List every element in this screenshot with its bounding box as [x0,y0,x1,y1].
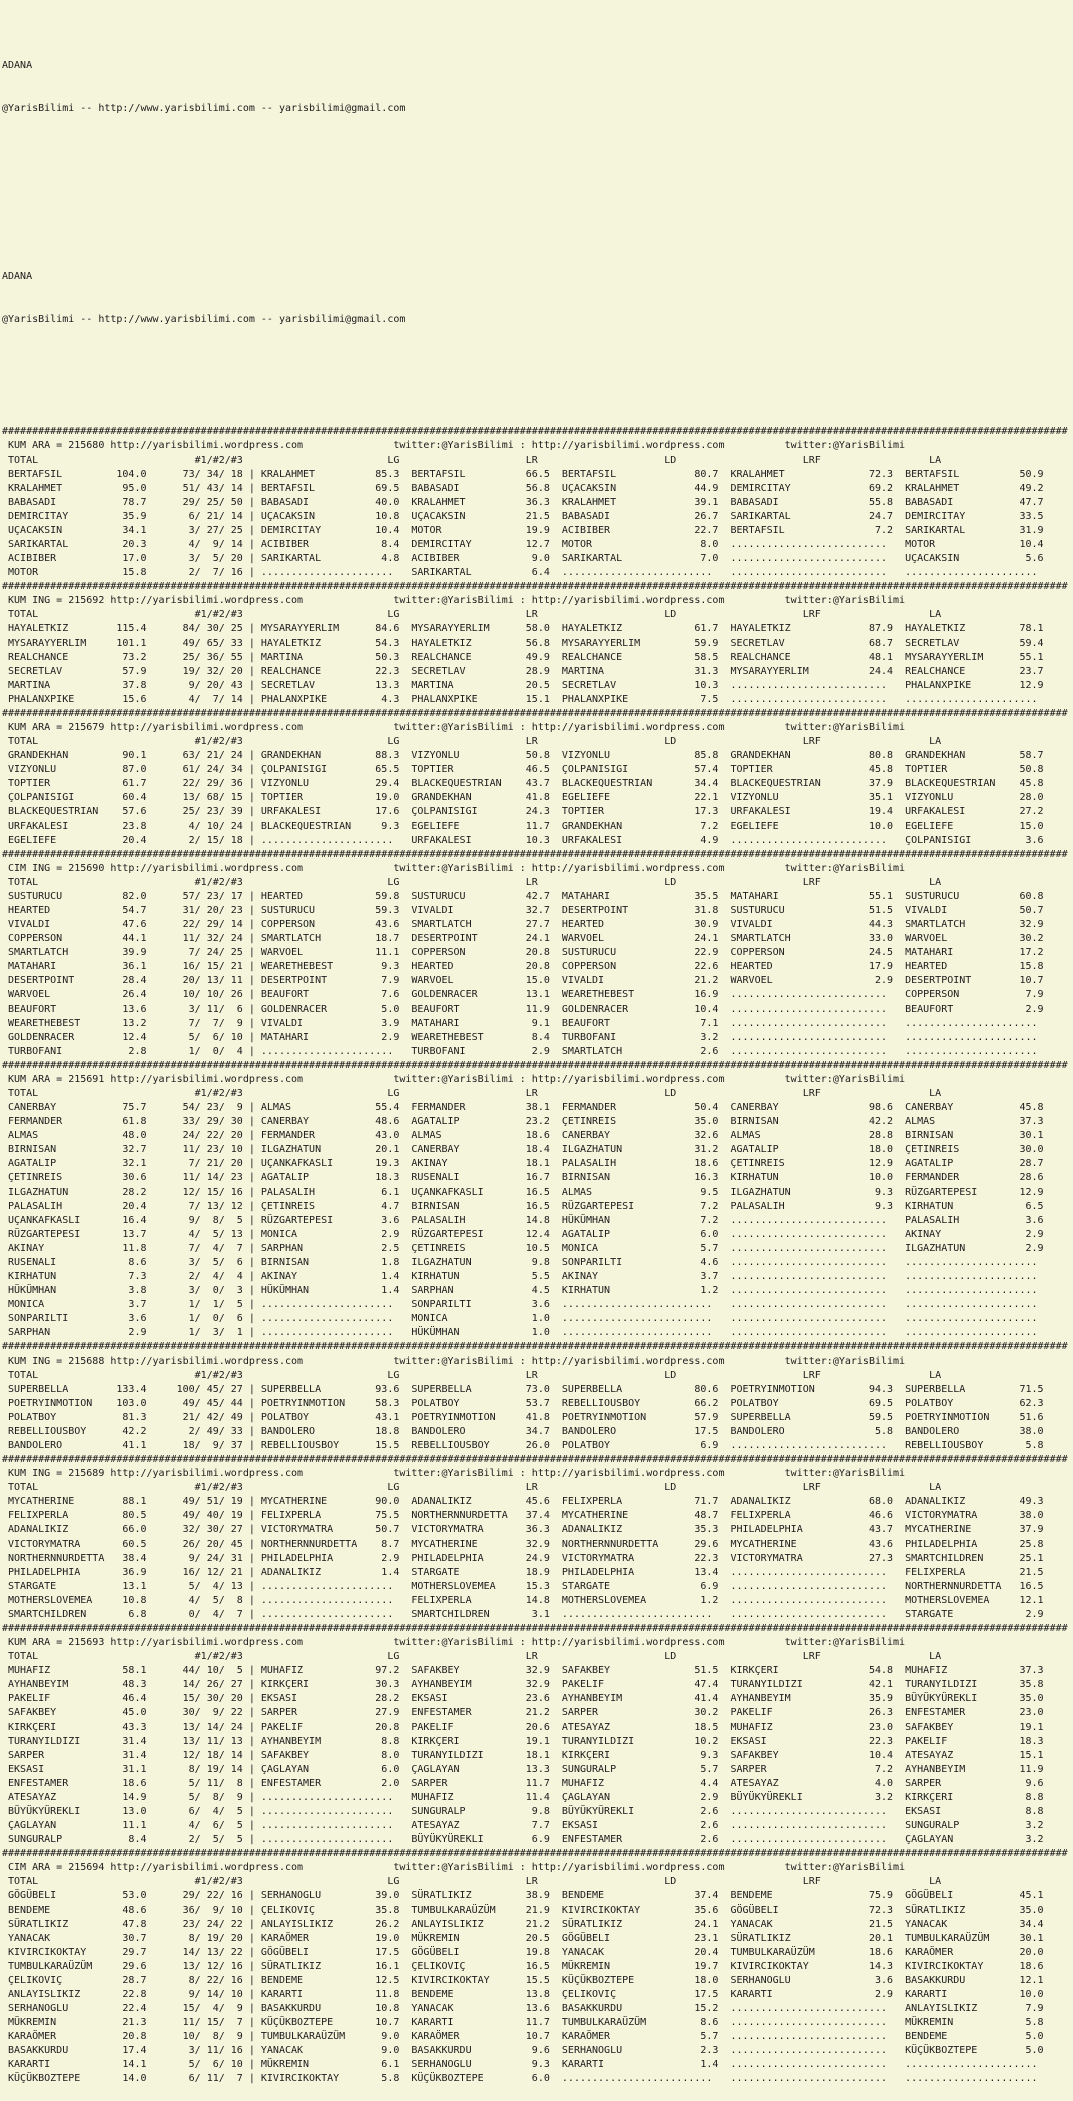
table-row: POLATBOY 81.3 21/ 42/ 49 | POLATBOY 43.1 POETRYINMOTION 41.8 POETRYINMOTION 57.9 SUPERBELLA 59.5 POETRYINMOTION 51.6 [2,1411,1044,1423]
table-row: AYHANBEYIM 48.3 14/ 26/ 27 | KIRKÇERI 30.3 AYHANBEYIM 32.9 PAKELIF 47.4 TURANYILDIZI 42.1 TURANYILDIZI 35.8 [2,1679,1044,1691]
table-row: SONPARILTI 3.6 1/ 0/ 6 | ...................... MONICA 1.0 ......................... .......................... ...................... [2,1313,1044,1325]
table-row: MONICA 3.7 1/ 1/ 5 | ...................... SONPARILTI 3.6 ......................... .......................... ...................... [2,1299,1044,1311]
table-row: MYCATHERINE 88.1 49/ 51/ 19 | MYCATHERINE 90.0 ADANALIKIZ 45.6 FELIXPERLA 71.7 ADANALIKIZ 68.0 ADANALIKIZ 49.3 [2,1496,1044,1508]
table-row: NORTHERNNURDETTA 38.4 9/ 24/ 31 | PHILADELPHIA 2.9 PHILADELPHIA 24.9 VICTORYMATRA 22.3 VICTORYMATRA 27.3 SMARTCHILDREN 25.1 [2,1552,1044,1564]
separator-line: ################################################################################################################################################################################# [2,426,1068,438]
section-title: KUM ARA = 215691 http://yarisbilimi.wordpress.com twitter:@YarisBilimi : http://yarisbilimi.wordpress.com twitter:@YarisBilimi [2,1073,906,1085]
table-row: ACIBIBER 17.0 3/ 5/ 20 | SARIKARTAL 4.8 ACIBIBER 9.0 SARIKARTAL 7.0 .......................... UÇACAKSIN 5.6 [2,553,1044,565]
section-title: KUM ARA = 215679 http://yarisbilimi.wordpress.com twitter:@YarisBilimi : http://yarisbilimi.wordpress.com twitter:@YarisBilimi [2,721,906,733]
separator-line: ################################################################################################################################################################################# [2,1622,1068,1634]
table-row: GOLDENRACER 12.4 5/ 6/ 10 | MATAHARI 2.9 WEARETHEBEST 8.4 TURBOFANI 3.2 .......................... ...................... [2,1031,1044,1043]
table-row: ALMAS 48.0 24/ 22/ 20 | FERMANDER 43.0 ALMAS 18.6 CANERBAY 32.6 ALMAS 28.8 BIRNISAN 30.1 [2,1130,1044,1142]
section [2,1622,1073,1847]
table-row: SÜRATLIKIZ 47.8 23/ 24/ 22 | ANLAYISLIKIZ 26.2 ANLAYISLIKIZ 21.2 SÜRATLIKIZ 24.1 YANACAK 21.5 YANACAK 34.4 [2,1918,1044,1930]
table-row: BENDEME 48.6 36/ 9/ 10 | ÇELIKOVIÇ 35.8 TUMBULKARAÜZÜM 21.9 KIVIRCIKOKTAY 35.6 GÖGÜBELI 72.3 SÜRATLIKIZ 35.0 [2,1904,1044,1916]
table-row: MÜKREMIN 21.3 11/ 15/ 7 | KÜÇÜKBOZTEPE 10.7 KARARTI 11.7 TUMBULKARAÜZÜM 8.6 .......................... MÜKREMIN 5.8 [2,2017,1044,2029]
table-row: HAYALETKIZ 115.4 84/ 30/ 25 | MYSARAYYERLIM 84.6 MYSARAYYERLIM 58.0 HAYALETKIZ 61.7 HAYALETKIZ 87.9 HAYALETKIZ 78.1 [2,623,1044,635]
table-row: HÜKÜMHAN 3.8 3/ 0/ 3 | HÜKÜMHAN 1.4 SARPHAN 4.5 KIRHATUN 1.2 .......................... ...................... [2,1285,1044,1297]
section-title: CIM ING = 215690 http://yarisbilimi.wordpress.com twitter:@YarisBilimi : http://yarisbilimi.wordpress.com twitter:@YarisBilimi [2,862,906,874]
table-row: PALASALIH 20.4 7/ 13/ 12 | ÇETINREIS 4.7 BIRNISAN 16.5 RÜZGARTEPESI 7.2 PALASALIH 9.3 KIRHATUN 6.5 [2,1200,1044,1212]
table-row: EGELIEFE 20.4 2/ 15/ 18 | ...................... URFAKALESI 10.3 URFAKALESI 4.9 .......................... ÇOLPANISIGI 3.6 [2,834,1044,846]
section [2,1453,1073,1622]
table-row: REBELLIOUSBOY 42.2 2/ 49/ 33 | BANDOLERO 18.8 BANDOLERO 34.7 BANDOLERO 17.5 BANDOLERO 5.8 BANDOLERO 38.0 [2,1425,1044,1437]
table-row: ILGAZHATUN 28.2 12/ 15/ 16 | PALASALIH 6.1 UÇANKAFKASLI 16.5 ALMAS 9.5 ILGAZHATUN 9.3 RÜZGARTEPESI 12.9 [2,1186,1044,1198]
table-row: URFAKALESI 23.8 4/ 10/ 24 | BLACKEQUESTRIAN 9.3 EGELIEFE 11.7 GRANDEKHAN 7.2 EGELIEFE 10.0 EGELIEFE 15.0 [2,820,1044,832]
contact-line: @YarisBilimi -- http://www.yarisbilimi.com -- yarisbilimi@gmail.com [2,313,406,325]
table-row: BABASADI 78.7 29/ 25/ 50 | BABASADI 40.0 KRALAHMET 36.3 KRALAHMET 39.1 BABASADI 55.8 BABASADI 47.7 [2,496,1044,508]
table-row: SUNGURALP 8.4 2/ 5/ 5 | ...................... BÜYÜKYÜREKLI 6.9 ENFESTAMER 2.6 .......................... ÇAGLAYAN 3.2 [2,1834,1044,1846]
table-row: SMARTCHILDREN 6.8 0/ 4/ 7 | ...................... SMARTCHILDREN 3.1 ......................... .......................... STARGATE 2.9 [2,1608,1044,1620]
table-row: KRALAHMET 95.0 51/ 43/ 14 | BERTAFSIL 69.5 BABASADI 56.8 UÇACAKSIN 44.9 DEMIRCITAY 69.2 KRALAHMET 49.2 [2,482,1044,494]
table-row: COPPERSON 44.1 11/ 32/ 24 | SMARTLATCH 18.7 DESERTPOINT 24.1 WARVOEL 24.1 SMARTLATCH 33.0 WARVOEL 30.2 [2,933,1044,945]
table-row: HEARTED 54.7 31/ 20/ 23 | SUSTURUCU 59.3 VIVALDI 32.7 DESERTPOINT 31.8 SUSTURUCU 51.5 VIVALDI 50.7 [2,905,1044,916]
table-row: FELIXPERLA 80.5 49/ 40/ 19 | FELIXPERLA 75.5 NORTHERNNURDETTA 37.4 MYCATHERINE 48.7 FELIXPERLA 46.6 VICTORYMATRA 38.0 [2,1510,1044,1522]
table-row: BANDOLERO 41.1 18/ 9/ 37 | REBELLIOUSBOY 15.5 REBELLIOUSBOY 26.0 POLATBOY 6.9 .......................... REBELLIOUSBOY 5.8 [2,1439,1044,1451]
table-row: STARGATE 13.1 5/ 4/ 13 | ...................... MOTHERSLOVEMEA 15.3 STARGATE 6.9 .......................... NORTHERNNURDETTA 16.5 [2,1580,1044,1592]
section [2,1059,1073,1341]
blank-line [2,144,1073,158]
contact-line: @YarisBilimi -- http://www.yarisbilimi.com -- yarisbilimi@gmail.com [2,102,406,114]
separator-line: ################################################################################################################################################################################# [2,1341,1068,1353]
table-row: PHILADELPHIA 36.9 16/ 12/ 21 | ADANALIKIZ 1.4 STARGATE 18.9 PHILADELPHIA 13.4 .......................... FELIXPERLA 21.5 [2,1566,1044,1578]
table-row: MOTHERSLOVEMEA 10.8 4/ 5/ 8 | ...................... FELIXPERLA 14.8 MOTHERSLOVEMEA 1.2 .......................... MOTHERSLOVEMEA 12.1 [2,1594,1044,1606]
table-row: BEAUFORT 13.6 3/ 11/ 6 | GOLDENRACER 5.0 BEAUFORT 11.9 GOLDENRACER 10.4 .......................... BEAUFORT 2.9 [2,1003,1044,1015]
section-title: KUM ARA = 215693 http://yarisbilimi.wordpress.com twitter:@YarisBilimi : http://yarisbilimi.wordpress.com twitter:@YarisBilimi [2,1637,906,1649]
table-row: KIVIRCIKOKTAY 29.7 14/ 13/ 22 | GÖGÜBELI 17.5 GÖGÜBELI 19.8 YANACAK 20.4 TUMBULKARAÜZÜM 18.6 KARAÖMER 20.0 [2,1946,1044,1958]
table-row: CANERBAY 75.7 54/ 23/ 9 | ALMAS 55.4 FERMANDER 38.1 FERMANDER 50.4 CANERBAY 98.6 CANERBAY 45.8 [2,1102,1044,1114]
separator-line: ################################################################################################################################################################################# [2,1059,1068,1071]
table-row: RUSENALI 8.6 3/ 5/ 6 | BIRNISAN 1.8 ILGAZHATUN 9.8 SONPARILTI 4.6 .......................... ...................... [2,1256,1044,1268]
column-header: TOTAL #1/#2/#3 LG LR LD LRF LA [2,736,942,748]
table-row: REALCHANCE 73.2 25/ 36/ 55 | MARTINA 50.3 REALCHANCE 49.9 REALCHANCE 58.5 REALCHANCE 48.1 MYSARAYYERLIM 55.1 [2,651,1044,663]
table-row: VIVALDI 47.6 22/ 29/ 14 | COPPERSON 43.6 SMARTLATCH 27.7 HEARTED 30.9 VIVALDI 44.3 SMARTLATCH 32.9 [2,919,1044,931]
section [2,707,1073,848]
table-row: MUHAFIZ 58.1 44/ 10/ 5 | MUHAFIZ 97.2 SAFAKBEY 32.9 SAFAKBEY 51.5 KIRKÇERI 54.8 MUHAFIZ 37.3 [2,1665,1044,1677]
table-row: GRANDEKHAN 90.1 63/ 21/ 24 | GRANDEKHAN 88.3 VIZYONLU 50.8 VIZYONLU 85.8 GRANDEKHAN 80.8 GRANDEKHAN 58.7 [2,750,1044,762]
table-row: MOTOR 15.8 2/ 7/ 16 | ...................... SARIKARTAL 6.4 ......................... .......................... ...................... [2,567,1044,579]
table-row: KÜÇÜKBOZTEPE 14.0 6/ 11/ 7 | KIVIRCIKOKTAY 5.8 KÜÇÜKBOZTEPE 6.0 ......................... .......................... ...................... [2,2073,1044,2085]
column-header: TOTAL #1/#2/#3 LG LR LD LRF LA [2,1369,942,1381]
column-header: TOTAL #1/#2/#3 LG LR LD LRF LA [2,1651,942,1663]
table-row: SMARTLATCH 39.9 7/ 24/ 25 | WARVOEL 11.1 COPPERSON 20.8 SUSTURUCU 22.9 COPPERSON 24.5 MATAHARI 17.2 [2,947,1044,959]
table-row: SARPER 31.4 12/ 18/ 14 | SAFAKBEY 8.0 TURANYILDIZI 18.1 KIRKÇERI 9.3 SAFAKBEY 10.4 ATESAYAZ 15.1 [2,1749,1044,1761]
sections-container [2,425,1073,2086]
separator-line: ################################################################################################################################################################################# [2,1848,1068,1860]
section [2,1340,1073,1453]
table-row: PAKELIF 46.4 15/ 30/ 20 | EKSASI 28.2 EKSASI 23.6 AYHANBEYIM 41.4 AYHANBEYIM 35.9 BÜYÜKYÜREKLI 35.0 [2,1693,1044,1705]
table-row: GÖGÜBELI 53.0 29/ 22/ 16 | SERHANOGLU 39.0 SÜRATLIKIZ 38.9 BENDEME 37.4 BENDEME 75.9 GÖGÜBELI 45.1 [2,1890,1044,1902]
table-row: YANACAK 30.7 8/ 19/ 20 | KARAÖMER 19.0 MÜKREMIN 20.5 GÖGÜBELI 23.1 SÜRATLIKIZ 20.1 TUMBULKARAÜZÜM 30.1 [2,1932,1044,1944]
table-row: BLACKEQUESTRIAN 57.6 25/ 23/ 39 | URFAKALESI 17.6 ÇOLPANISIGI 24.3 TOPTIER 17.3 URFAKALESI 19.4 URFAKALESI 27.2 [2,806,1044,818]
table-row: KIRHATUN 7.3 2/ 4/ 4 | AKINAY 1.4 KIRHATUN 5.5 AKINAY 3.7 .......................... ...................... [2,1271,1044,1283]
blank-line [2,186,1073,200]
section-title: KUM ING = 215692 http://yarisbilimi.wordpress.com twitter:@YarisBilimi : http://yarisbilimi.wordpress.com twitter:@YarisBilimi [2,595,906,607]
table-row: ADANALIKIZ 66.0 32/ 30/ 27 | VICTORYMATRA 50.7 VICTORYMATRA 36.3 ADANALIKIZ 35.3 PHILADELPHIA 43.7 MYCATHERINE 37.9 [2,1524,1044,1536]
table-row: AGATALIP 32.1 7/ 21/ 20 | UÇANKAFKASLI 19.3 AKINAY 18.1 PALASALIH 18.6 ÇETINREIS 12.9 AGATALIP 28.7 [2,1158,1044,1170]
column-header: TOTAL #1/#2/#3 LG LR LD LRF LA [2,1482,942,1494]
table-row: ATESAYAZ 14.9 5/ 8/ 9 | ...................... MUHAFIZ 11.4 ÇAGLAYAN 2.9 BÜYÜKYÜREKLI 3.2 KIRKÇERI 8.8 [2,1791,1044,1803]
table-row: ÇOLPANISIGI 60.4 13/ 68/ 15 | TOPTIER 19.0 GRANDEKHAN 41.8 EGELIEFE 22.1 VIZYONLU 35.1 VIZYONLU 28.0 [2,792,1044,804]
table-row: ENFESTAMER 18.6 5/ 11/ 8 | ENFESTAMER 2.0 SARPER 11.7 MUHAFIZ 4.4 ATESAYAZ 4.0 SARPER 9.6 [2,1777,1044,1789]
table-row: RÜZGARTEPESI 13.7 4/ 5/ 13 | MONICA 2.9 RÜZGARTEPESI 12.4 AGATALIP 6.0 .......................... AKINAY 2.9 [2,1228,1044,1240]
table-row: TUMBULKARAÜZÜM 29.6 13/ 12/ 16 | SÜRATLIKIZ 16.1 ÇELIKOVIÇ 16.5 MÜKREMIN 19.7 KIVIRCIKOKTAY 14.3 KIVIRCIKOKTAY 18.6 [2,1960,1044,1972]
separator-line: ################################################################################################################################################################################# [2,581,1068,593]
doc-header [2,31,1073,397]
blank-line [2,355,1073,369]
table-row: SUSTURUCU 82.0 57/ 23/ 17 | HEARTED 59.8 SUSTURUCU 42.7 MATAHARI 35.5 MATAHARI 55.1 SUSTURUCU 60.8 [2,890,1044,902]
section-title: KUM ING = 215689 http://yarisbilimi.wordpress.com twitter:@YarisBilimi : http://yarisbilimi.wordpress.com twitter:@YarisBilimi [2,1468,906,1480]
table-row: SECRETLAV 57.9 19/ 32/ 20 | REALCHANCE 22.3 SECRETLAV 28.9 MARTINA 31.3 MYSARAYYERLIM 24.4 REALCHANCE 23.7 [2,665,1044,677]
section [2,425,1073,580]
table-row: SARIKARTAL 20.3 4/ 9/ 14 | ACIBIBER 8.4 DEMIRCITAY 12.7 MOTOR 8.0 .......................... MOTOR 10.4 [2,538,1044,550]
column-header: TOTAL #1/#2/#3 LG LR LD LRF LA [2,1876,942,1888]
table-row: MATAHARI 36.1 16/ 15/ 21 | WEARETHEBEST 9.3 HEARTED 20.8 COPPERSON 22.6 HEARTED 17.9 HEARTED 15.8 [2,961,1044,973]
column-header: TOTAL #1/#2/#3 LG LR LD LRF LA [2,609,942,621]
table-row: ÇELIKOVIÇ 28.7 8/ 22/ 16 | BENDEME 12.5 KIVIRCIKOKTAY 15.5 KÜÇÜKBOZTEPE 18.0 SERHANOGLU 3.6 BASAKKURDU 12.1 [2,1974,1044,1986]
table-row: VIZYONLU 87.0 61/ 24/ 34 | ÇOLPANISIGI 65.5 TOPTIER 46.5 ÇOLPANISIGI 57.4 TOPTIER 45.8 TOPTIER 50.8 [2,764,1044,776]
table-row: UÇACAKSIN 34.1 3/ 27/ 25 | DEMIRCITAY 10.4 MOTOR 19.9 ACIBIBER 22.7 BERTAFSIL 7.2 SARIKARTAL 31.9 [2,524,1044,536]
table-row: ANLAYISLIKIZ 22.8 9/ 14/ 10 | KARARTI 11.8 BENDEME 13.8 ÇELIKOVIÇ 17.5 KARARTI 2.9 KARARTI 10.0 [2,1989,1044,2001]
section [2,848,1073,1059]
separator-line: ################################################################################################################################################################################# [2,707,1068,719]
table-row: DEMIRCITAY 35.9 6/ 21/ 14 | UÇACAKSIN 10.8 UÇACAKSIN 21.5 BABASADI 26.7 SARIKARTAL 24.7 DEMIRCITAY 33.5 [2,510,1044,522]
table-row: TURBOFANI 2.8 1/ 0/ 4 | ...................... TURBOFANI 2.9 SMARTLATCH 2.6 .......................... ...................... [2,1045,1044,1057]
table-row: WEARETHEBEST 13.2 7/ 7/ 9 | VIVALDI 3.9 MATAHARI 9.1 BEAUFORT 7.1 .......................... ...................... [2,1017,1044,1029]
table-row: AKINAY 11.8 7/ 4/ 7 | SARPHAN 2.5 ÇETINREIS 10.5 MONICA 5.7 .......................... ILGAZHATUN 2.9 [2,1242,1044,1254]
section-title: KUM ING = 215688 http://yarisbilimi.wordpress.com twitter:@YarisBilimi : http://yarisbilimi.wordpress.com twitter:@YarisBilimi [2,1355,906,1367]
table-row: TOPTIER 61.7 22/ 29/ 36 | VIZYONLU 29.4 BLACKEQUESTRIAN 43.7 BLACKEQUESTRIAN 34.4 BLACKEQUESTRIAN 37.9 BLACKEQUESTRIAN 45.8 [2,778,1044,790]
table-row: SERHANOGLU 22.4 15/ 4/ 9 | BASAKKURDU 10.8 YANACAK 13.6 BASAKKURDU 15.2 .......................... ANLAYISLIKIZ 7.9 [2,2003,1044,2015]
table-row: BÜYÜKYÜREKLI 13.0 6/ 4/ 5 | ...................... SUNGURALP 9.8 BÜYÜKYÜREKLI 2.6 .......................... EKSASI 8.8 [2,1806,1044,1817]
table-row: VICTORYMATRA 60.5 26/ 20/ 45 | NORTHERNNURDETTA 8.7 MYCATHERINE 32.9 NORTHERNNURDETTA 29.6 MYCATHERINE 43.6 PHILADELPHIA 25.8 [2,1538,1044,1550]
column-header: TOTAL #1/#2/#3 LG LR LD LRF LA [2,876,942,888]
table-row: FERMANDER 61.8 33/ 29/ 30 | CANERBAY 48.6 AGATALIP 23.2 ÇETINREIS 35.0 BIRNISAN 42.2 ALMAS 37.3 [2,1116,1044,1128]
table-row: SUPERBELLA 133.4 100/ 45/ 27 | SUPERBELLA 93.6 SUPERBELLA 73.0 SUPERBELLA 80.6 POETRYINMOTION 94.3 SUPERBELLA 71.5 [2,1383,1044,1395]
table-row: EKSASI 31.1 8/ 19/ 14 | ÇAGLAYAN 6.0 ÇAGLAYAN 13.3 SUNGURALP 5.7 SARPER 7.2 AYHANBEYIM 11.9 [2,1763,1044,1775]
table-row: BIRNISAN 32.7 11/ 23/ 10 | ILGAZHATUN 20.1 CANERBAY 18.4 ILGAZHATUN 31.2 AGATALIP 18.0 ÇETINREIS 30.0 [2,1144,1044,1156]
table-row: MARTINA 37.8 9/ 20/ 43 | SECRETLAV 13.3 MARTINA 20.5 SECRETLAV 10.3 .......................... PHALANXPIKE 12.9 [2,679,1044,691]
separator-line: ################################################################################################################################################################################# [2,848,1068,860]
section [2,1847,1073,2086]
table-row: ÇETINREIS 30.6 11/ 14/ 23 | AGATALIP 18.3 RUSENALI 16.7 BIRNISAN 16.3 KIRHATUN 10.0 FERMANDER 28.6 [2,1172,1044,1184]
table-row: SARPHAN 2.9 1/ 3/ 1 | ...................... HÜKÜMHAN 1.0 ......................... .......................... ...................... [2,1327,1044,1339]
table-row: TURANYILDIZI 31.4 13/ 11/ 13 | AYHANBEYIM 8.8 KIRKÇERI 19.1 TURANYILDIZI 10.2 EKSASI 22.3 PAKELIF 18.3 [2,1735,1044,1747]
blank-line [2,228,1073,242]
table-row: BERTAFSIL 104.0 73/ 34/ 18 | KRALAHMET 85.3 BERTAFSIL 66.5 BERTAFSIL 80.7 KRALAHMET 72.3 BERTAFSIL 50.9 [2,468,1044,480]
column-header: TOTAL #1/#2/#3 LG LR LD LRF LA [2,454,942,466]
table-row: KARAÖMER 20.8 10/ 8/ 9 | TUMBULKARAÜZÜM 9.0 KARAÖMER 10.7 KARAÖMER 5.7 .......................... BENDEME 5.0 [2,2031,1044,2043]
table-row: MYSARAYYERLIM 101.1 49/ 65/ 33 | HAYALETKIZ 54.3 HAYALETKIZ 56.8 MYSARAYYERLIM 59.9 SECRETLAV 68.7 SECRETLAV 59.4 [2,637,1044,649]
city-line: ADANA [2,271,33,283]
city-line: ADANA [2,60,33,72]
table-row: BASAKKURDU 17.4 3/ 11/ 16 | YANACAK 9.0 BASAKKURDU 9.6 SERHANOGLU 2.3 .......................... KÜÇÜKBOZTEPE 5.0 [2,2045,1044,2057]
table-row: ÇAGLAYAN 11.1 4/ 6/ 5 | ...................... ATESAYAZ 7.7 EKSASI 2.6 .......................... SUNGURALP 3.2 [2,1820,1044,1832]
table-row: KIRKÇERI 43.3 13/ 14/ 24 | PAKELIF 20.8 PAKELIF 20.6 ATESAYAZ 18.5 MUHAFIZ 23.0 SAFAKBEY 19.1 [2,1721,1044,1733]
section-title: CIM ARA = 215694 http://yarisbilimi.wordpress.com twitter:@YarisBilimi : http://yarisbilimi.wordpress.com twitter:@YarisBilimi [2,1862,906,1874]
table-row: POETRYINMOTION 103.0 49/ 45/ 44 | POETRYINMOTION 58.3 POLATBOY 53.7 REBELLIOUSBOY 66.2 POLATBOY 69.5 POLATBOY 62.3 [2,1397,1044,1409]
separator-line: ################################################################################################################################################################################# [2,1454,1068,1466]
table-row: SAFAKBEY 45.0 30/ 9/ 22 | SARPER 27.9 ENFESTAMER 21.2 SARPER 30.2 PAKELIF 26.3 ENFESTAMER 23.0 [2,1707,1044,1719]
section [2,580,1073,707]
table-row: DESERTPOINT 28.4 20/ 13/ 11 | DESERTPOINT 7.9 WARVOEL 15.0 VIVALDI 21.2 WARVOEL 2.9 DESERTPOINT 10.7 [2,975,1044,987]
table-row: PHALANXPIKE 15.6 4/ 7/ 14 | PHALANXPIKE 4.3 PHALANXPIKE 15.1 PHALANXPIKE 7.5 .......................... ...................... [2,693,1044,705]
column-header: TOTAL #1/#2/#3 LG LR LD LRF LA [2,1088,942,1100]
table-row: WARVOEL 26.4 10/ 10/ 26 | BEAUFORT 7.6 GOLDENRACER 13.1 WEARETHEBEST 16.9 .......................... COPPERSON 7.9 [2,989,1044,1001]
section-title: KUM ARA = 215680 http://yarisbilimi.wordpress.com twitter:@YarisBilimi : http://yarisbilimi.wordpress.com twitter:@YarisBilimi [2,440,906,452]
table-row: UÇANKAFKASLI 16.4 9/ 8/ 5 | RÜZGARTEPESI 3.6 PALASALIH 14.8 HÜKÜMHAN 7.2 .......................... PALASALIH 3.6 [2,1214,1044,1226]
table-row: KARARTI 14.1 5/ 6/ 10 | MÜKREMIN 6.1 SERHANOGLU 9.3 KARARTI 1.4 .......................... ...................... [2,2059,1044,2071]
